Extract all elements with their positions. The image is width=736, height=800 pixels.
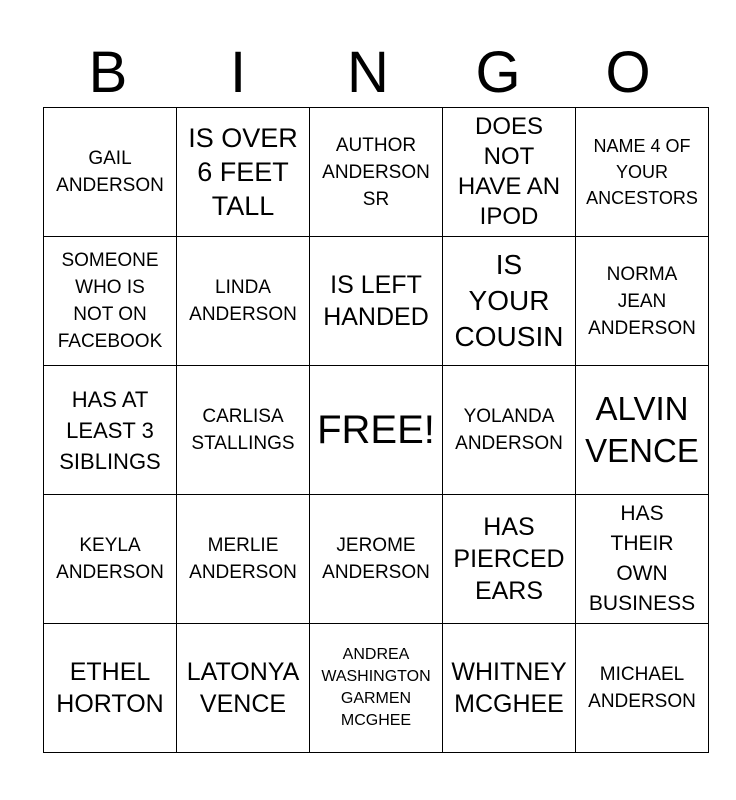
free-space[interactable]: FREE! [310,366,443,495]
bingo-cell[interactable]: JEROME ANDERSON [310,495,443,624]
bingo-cell[interactable]: KEYLA ANDERSON [44,495,177,624]
bingo-cell[interactable]: LATONYA VENCE [177,624,310,753]
board-row [44,108,709,237]
bingo-cell[interactable]: HAS AT LEAST 3 SIBLINGS [44,366,177,495]
bingo-cell[interactable]: HAS THEIR OWN BUSINESS [576,495,709,624]
bingo-cell[interactable]: IS LEFT HANDED [310,237,443,366]
bingo-cell[interactable]: DOES NOT HAVE AN IPOD [443,108,576,237]
bingo-header [43,40,693,106]
board-row [44,624,709,753]
bingo-cell[interactable]: ALVIN VENCE [576,366,709,495]
bingo-cell[interactable]: MICHAEL ANDERSON [576,624,709,753]
bingo-cell[interactable]: NAME 4 OF YOUR ANCESTORS [576,108,709,237]
bingo-cell[interactable]: AUTHOR ANDERSON SR [310,108,443,237]
header-letter-n: N [347,40,389,105]
bingo-cell[interactable]: ETHEL HORTON [44,624,177,753]
bingo-cell[interactable]: ANDREA WASHINGTON GARMEN MCGHEE [310,624,443,753]
bingo-board [43,107,709,753]
header-letter-g: G [475,40,521,105]
bingo-cell[interactable]: IS OVER 6 FEET TALL [177,108,310,237]
bingo-cell[interactable]: NORMA JEAN ANDERSON [576,237,709,366]
bingo-cell[interactable]: GAIL ANDERSON [44,108,177,237]
header-letter-i: I [229,40,247,105]
bingo-cell[interactable]: HAS PIERCED EARS [443,495,576,624]
header-letter-o: O [605,40,651,105]
bingo-cell[interactable]: WHITNEY MCGHEE [443,624,576,753]
bingo-cell[interactable]: SOMEONE WHO IS NOT ON FACEBOOK [44,237,177,366]
bingo-cell[interactable]: MERLIE ANDERSON [177,495,310,624]
board-row [44,237,709,366]
bingo-cell[interactable]: YOLANDA ANDERSON [443,366,576,495]
board-row [44,495,709,624]
board-row [44,366,709,495]
bingo-cell[interactable]: IS YOUR COUSIN [443,237,576,366]
bingo-cell[interactable]: CARLISA STALLINGS [177,366,310,495]
bingo-cell[interactable]: LINDA ANDERSON [177,237,310,366]
header-letter-b: B [88,40,128,105]
